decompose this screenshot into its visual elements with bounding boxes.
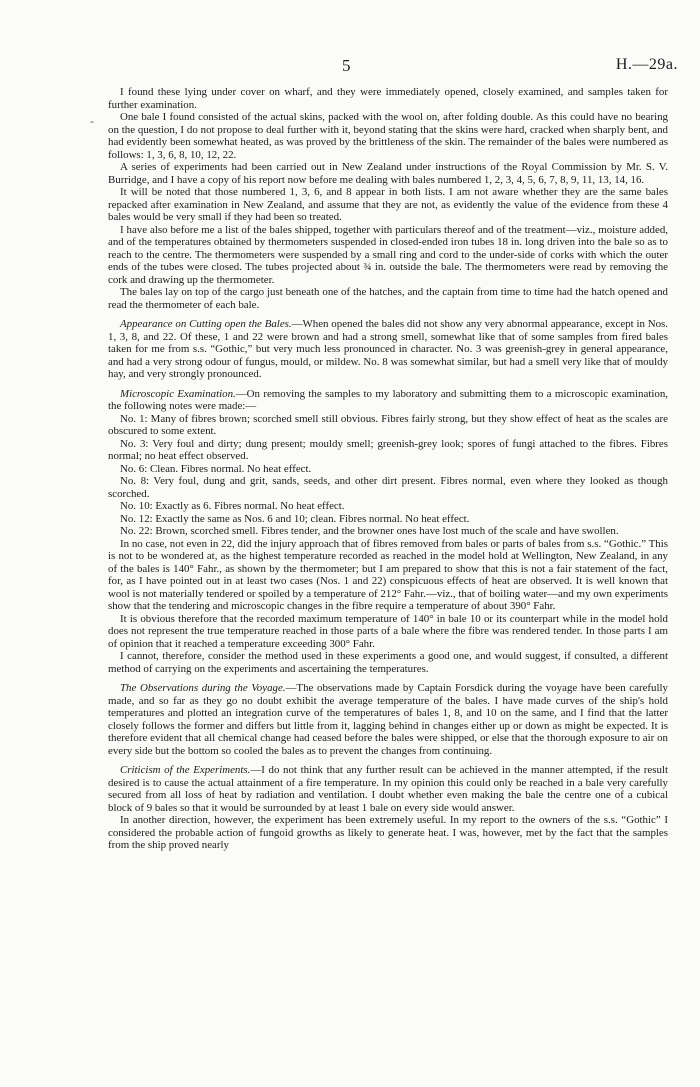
paragraph: It will be noted that those numbered 1, 3, 6, and 8 appear in both lists. I am not aware whether they are the same bales repacked after examination in New Zealand, and assume that they are not, as evidently the value of the evidence from these 4 bales would be very small if they had been so treated. — [108, 186, 668, 223]
section-criticism: Criticism of the Experiments.—I do not think that any further result can be achieved in the manner attempted, if the result desired is to cause the actual attainment of a fire temperature. In my opinion this could only be reached in a bale very carefully secured from all loss of heat by radiation and ventilation. I doubt whether even making the bale the centre one of a cubical block of 9 bales so that it would be surrounded by at least 1 bale on every side would answer. — [108, 764, 668, 814]
page-header — [0, 56, 700, 78]
paragraph: A series of experiments had been carried out in New Zealand under instructions of the Royal Commission by Mr. S. V. Burridge, and I have a copy of his report now before me dealing with bales numbered 1, 2, 3, 4, 5, 6, 7, 8, 9, 11, 13, 14, 16. — [108, 161, 668, 186]
paragraph: It is obvious therefore that the recorded maximum temperature of 140° in bale 10 or its counterpart while in the model hold does not represent the true temperature reached in those parts of a bale where the fibre was rendered tender. In those parts I am of opinion that it reached a temperature exceeding 300° Fahr. — [108, 612, 668, 650]
paragraph: In another direction, however, the experiment has been extremely useful. In my report to the owners of the s.s. “Gothic” I considered the probable action of fungoid growths as likely to generate heat. I was, however, met by the fact that the samples from the ship proved nearly — [108, 814, 668, 851]
paragraph: In no case, not even in 22, did the injury approach that of fibres removed from bales or parts of bales from s.s. “Gothic.” This is not to be wondered at, as the highest temperature recorded as reached in the model hold at Wellington, New Zealand, in any of the bales is 140° Fahr., as shown by the thermometer; but I am prepared to show that this is not a fair statement of the fact, for, as I have pointed out in at least two cases (Nos. 1 and 22) conspicuous effects of heat are observed. It is well known that wool is not materially tendered or spoiled by a temperature of 212° Fahr.—viz., that of boiling water—and my own experiments show that the tendering and microscopic changes in the fibre require a temperature of about 390° Fahr. — [108, 537, 668, 612]
bale-note-22: No. 22: Brown, scorched smell. Fibres tender, and the browner ones have lost much of the scale and have swollen. — [120, 525, 619, 537]
bale-note-6: No. 6: Clean. Fibres normal. No heat effect. — [120, 462, 312, 475]
section-heading: Microscopic Examination. — [120, 387, 236, 400]
paragraph: I have also before me a list of the bales shipped, together with particulars thereof and of the treatment—viz., moisture added, and of the temperatures obtained by thermometers suspended in closed-ended iron tubes 18 in. long driven into the bale so as to reach to the centre. The thermometers were suspended by a small ring and cord to the under-side of corks with which the outer ends of the tubes were closed. The tubes projected about ¾ in. outside the bale. The thermometers were read by removing the cork and drawing up the thermometer. — [108, 223, 668, 286]
paragraph: I cannot, therefore, consider the method used in these experiments a good one, and would suggest, if consulted, a different method of carrying on the experiments and ascertaining the temperatures. — [108, 650, 668, 675]
bale-note-3: No. 3: Very foul and dirty; dung present; mouldy smell; greenish-grey look; spores of fungi attached to the fibres. Fibres normal; no heat effect observed. — [108, 437, 668, 462]
section-microscopic: Microscopic Examination.—On removing the samples to my laboratory and submitting them to a microscopic examination, the following notes were made:— — [108, 387, 668, 412]
report-body — [108, 86, 668, 852]
paragraph: One bale I found consisted of the actual skins, packed with the wool on, after folding double. As this could have no bearing on the question, I do not propose to deal further with it, beyond stating that the skins were hard, cracked when sharply bent, and had evidently been somewhat heated, as was proved by the brittleness of the skin. The remainder of the bales were numbered as follows: 1, 3, 6, 8, 10, 12, 22. — [108, 111, 668, 161]
margin-mark: - — [90, 114, 94, 128]
paragraph: The bales lay on top of the cargo just beneath one of the hatches, and the captain from time to time had the hatch opened and read the thermometer of each bale. — [108, 286, 668, 311]
document-reference: H.—29a. — [615, 56, 678, 73]
paragraph: I found these lying under cover on wharf, and they were immediately opened, closely examined, and samples taken for further examination. — [108, 86, 668, 111]
section-heading: Appearance on Cutting open the Bales. — [120, 318, 292, 330]
bale-note-10: No. 10: Exactly as 6. Fibres normal. No heat effect. — [120, 500, 345, 512]
bale-note-12: No. 12: Exactly the same as Nos. 6 and 10; clean. Fibres normal. No heat effect. — [120, 512, 470, 525]
section-heading: The Observations during the Voyage. — [120, 682, 286, 694]
page-number: 5 — [342, 56, 351, 75]
section-heading: Criticism of the Experiments. — [120, 764, 251, 776]
section-observations: The Observations during the Voyage.—The observations made by Captain Forsdick during the voyage have been carefully made, and so far as they go no doubt exhibit the average temperature of the bales. I have made curves of the ship's hold temperatures and plotted an integration curve of the temperatures of bales 1, 8, and 10 on the same, and I find that the latter closely follows the former and differs but little from it, lagging behind in changes either up or down as might be expected. It is therefore evident that all chemical change had ceased before the bales were shipped, or else that the thorough exposure to air on every side but the bottom so cooled the bales as to prevent the changes from continuing. — [108, 682, 668, 757]
section-appearance: Appearance on Cutting open the Bales.—When opened the bales did not show any very abnormal appearance, except in Nos. 1, 3, 8, and 22. Of these, 1 and 22 were brown and had a strong smell, somewhat like that of some samples from fired bales taken for me from s.s. “Gothic,” but very much less pronounced in character. No. 3 was greenish-grey in general appearance, and had a very strong odour of fungus, mould, or mildew. No. 8 was somewhat similar, but had a smell very like that of mouldy hay, and very strongly pronounced. — [108, 318, 668, 380]
bale-note-1: No. 1: Many of fibres brown; scorched smell still obvious. Fibres fairly strong, but they show effect of heat as the scales are obscured to some extent. — [108, 412, 668, 437]
bale-note-8: No. 8: Very foul, dung and grit, sands, seeds, and other dirt present. Fibres normal, even where they looked as though scorched. — [108, 475, 668, 500]
